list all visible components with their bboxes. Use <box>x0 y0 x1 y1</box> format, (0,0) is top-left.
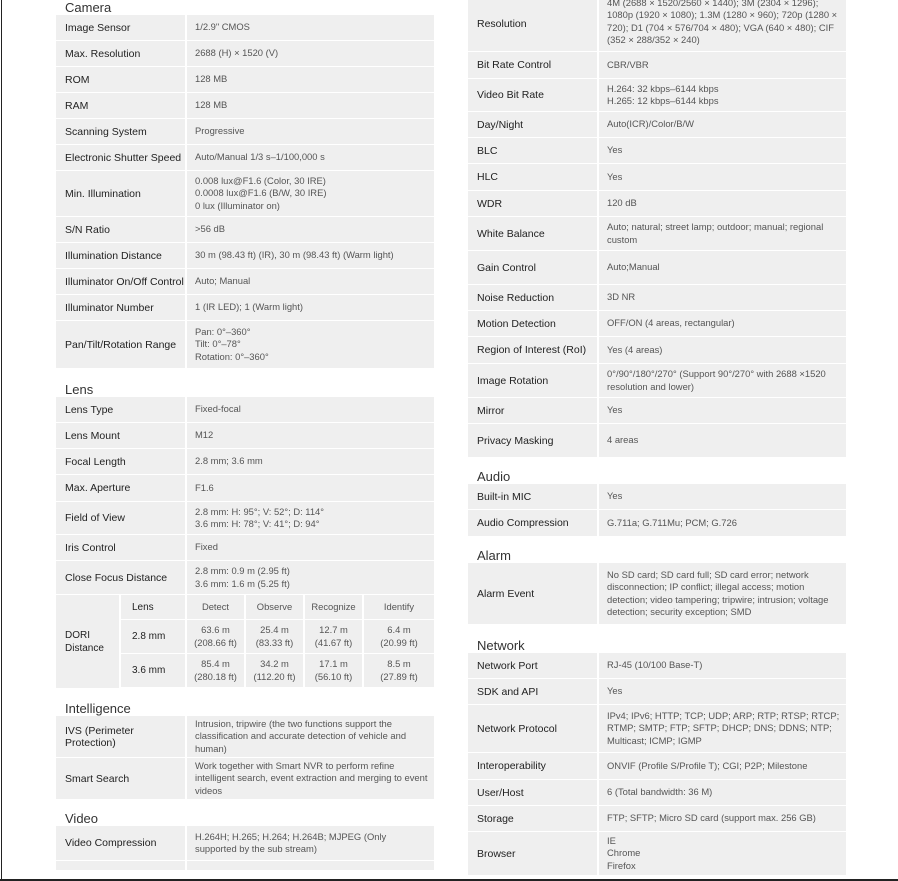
spec-row-iris-control <box>56 535 434 561</box>
spec-row-wdr <box>468 191 846 217</box>
spec-row-s-n-ratio <box>56 217 434 243</box>
spec-label: Built-in MIC <box>468 484 599 510</box>
dori-header-recognize: Recognize <box>305 595 364 620</box>
spec-value: Yes <box>599 164 846 191</box>
dori-distance-table <box>56 595 434 688</box>
spec-label: Video Bit Rate <box>468 79 599 112</box>
spec-value: F1.6 <box>187 475 434 502</box>
spec-row-noise-reduction <box>468 285 846 311</box>
spec-label: Lens Type <box>56 397 187 423</box>
spec-label: Audio Compression <box>468 510 599 537</box>
spec-row-max-aperture <box>56 475 434 502</box>
spec-row-browser <box>468 832 846 876</box>
spec-label: Noise Reduction <box>468 285 599 311</box>
spec-label: S/N Ratio <box>56 217 187 243</box>
spec-value: 2.8 mm: H: 95°; V: 52°; D: 114° 3.6 mm: H: 78°; V: 41°; D: 94° <box>187 502 434 535</box>
spec-value: IE Chrome Firefox <box>599 832 846 876</box>
dori-label: DORI Distance <box>56 595 121 688</box>
spec-value <box>187 861 434 871</box>
spec-row-video-compression <box>56 826 434 861</box>
spec-row-ram <box>56 93 434 119</box>
spec-value: Auto/Manual 1/3 s–1/100,000 s <box>187 145 434 171</box>
spec-label: Pan/Tilt/Rotation Range <box>56 321 187 369</box>
dori-value-cell: 63.6 m (208.66 ft) <box>187 620 246 654</box>
spec-value: 3D NR <box>599 285 846 311</box>
spec-label: Motion Detection <box>468 311 599 337</box>
spec-value: RJ-45 (10/100 Base-T) <box>599 653 846 679</box>
spec-label: Mirror <box>468 398 599 424</box>
spec-row-electronic-shutter-speed <box>56 145 434 171</box>
spec-label: BLC <box>468 138 599 164</box>
spec-label: Region of Interest (RoI) <box>468 337 599 364</box>
section-heading-camera: Camera <box>65 0 112 15</box>
spec-label: Day/Night <box>468 112 599 138</box>
spec-row-network-port <box>468 653 846 679</box>
spec-value: 120 dB <box>599 191 846 217</box>
spec-row-image-rotation <box>468 364 846 398</box>
spec-value: 4 areas <box>599 424 846 458</box>
section-heading-audio: Audio <box>477 469 511 484</box>
spec-row-image-sensor <box>56 15 434 41</box>
spec-row-sdk-and-api <box>468 679 846 705</box>
spec-label: Close Focus Distance <box>56 561 187 595</box>
spec-row-field-of-view <box>56 502 434 535</box>
spec-label: Iris Control <box>56 535 187 561</box>
spec-label <box>56 861 187 871</box>
spec-label: Bit Rate Control <box>468 52 599 79</box>
spec-row-region-of-interest-roi <box>468 337 846 364</box>
spec-value: Progressive <box>187 119 434 145</box>
spec-row-gain-control <box>468 251 846 285</box>
spec-row-rom <box>56 67 434 93</box>
spec-row-motion-detection <box>468 311 846 337</box>
spec-value: 2.8 mm; 3.6 mm <box>187 449 434 475</box>
spec-row-white-balance <box>468 217 846 251</box>
spec-row-bit-rate-control <box>468 52 846 79</box>
spec-row-built-in-mic <box>468 484 846 510</box>
spec-label: Gain Control <box>468 251 599 285</box>
spec-value: Auto(ICR)/Color/B/W <box>599 112 846 138</box>
spec-label: ROM <box>56 67 187 93</box>
spec-label: Illumination Distance <box>56 243 187 269</box>
spec-value: Yes <box>599 679 846 705</box>
spec-label: Storage <box>468 806 599 832</box>
dori-header-identify: Identify <box>364 595 434 620</box>
spec-label: Resolution <box>468 0 599 52</box>
spec-label: Image Sensor <box>56 15 187 41</box>
spec-label: SDK and API <box>468 679 599 705</box>
spec-row-max-resolution <box>56 41 434 67</box>
spec-value: H.264: 32 kbps–6144 kbps H.265: 12 kbps–6144 kbps <box>599 79 846 112</box>
dori-lens-cell: 3.6 mm <box>121 654 187 688</box>
spec-value: Pan: 0°–360° Tilt: 0°–78° Rotation: 0°–360° <box>187 321 434 369</box>
dori-header-lens: Lens <box>121 595 187 620</box>
spec-value: No SD card; SD card full; SD card error; network disconnection; IP conflict; illegal access; motion detection; video tampering; tripwire; intrusion; voltage detection; security exception; SMD <box>599 563 846 625</box>
spec-label: Max. Resolution <box>56 41 187 67</box>
spec-value: G.711a; G.711Mu; PCM; G.726 <box>599 510 846 537</box>
spec-row-day-night <box>468 112 846 138</box>
spec-value: >56 dB <box>187 217 434 243</box>
spec-value: 30 m (98.43 ft) (IR), 30 m (98.43 ft) (Warm light) <box>187 243 434 269</box>
spec-label: Network Protocol <box>468 705 599 753</box>
spec-value: 128 MB <box>187 67 434 93</box>
spec-row-illuminator-number <box>56 295 434 321</box>
spec-row-interoperability <box>468 753 846 780</box>
spec-row-resolution <box>468 0 846 52</box>
dori-value-cell: 8.5 m (27.89 ft) <box>364 654 434 688</box>
spec-label: Interoperability <box>468 753 599 780</box>
section-heading-video: Video <box>65 811 99 826</box>
spec-label: Video Compression <box>56 826 187 861</box>
spec-label: Smart Search <box>56 758 187 800</box>
spec-row-illumination-distance <box>56 243 434 269</box>
spec-value: H.264H; H.265; H.264; H.264B; MJPEG (Only supported by the sub stream) <box>187 826 434 861</box>
spec-label: Illuminator On/Off Control <box>56 269 187 295</box>
spec-label: White Balance <box>468 217 599 251</box>
spec-label: Image Rotation <box>468 364 599 398</box>
dori-row <box>121 654 434 688</box>
spec-label: Privacy Masking <box>468 424 599 458</box>
dori-value-cell: 34.2 m (112.20 ft) <box>246 654 305 688</box>
spec-value: 0°/90°/180°/270° (Support 90°/270° with 2688 ×1520 resolution and lower) <box>599 364 846 398</box>
spec-row-alarm-event <box>468 563 846 625</box>
dori-header-observe: Observe <box>246 595 305 620</box>
spec-row-audio-compression <box>468 510 846 537</box>
spec-value: Intrusion, tripwire (the two functions support the classification and accurate detection of vehicle and human) <box>187 716 434 758</box>
spec-label: User/Host <box>468 780 599 806</box>
section-heading-lens: Lens <box>65 382 94 397</box>
spec-row-pan-tilt-rotation-range <box>56 321 434 369</box>
spec-row-min-illumination <box>56 171 434 217</box>
dori-lens-cell: 2.8 mm <box>121 620 187 654</box>
spec-row-lens-type <box>56 397 434 423</box>
spec-row-blc <box>468 138 846 164</box>
spec-value: M12 <box>187 423 434 449</box>
spec-label: Lens Mount <box>56 423 187 449</box>
spec-value: 1/2.9" CMOS <box>187 15 434 41</box>
spec-value: 2.8 mm: 0.9 m (2.95 ft) 3.6 mm: 1.6 m (5.25 ft) <box>187 561 434 595</box>
spec-label: Network Port <box>468 653 599 679</box>
spec-label: Alarm Event <box>468 563 599 625</box>
spec-label: WDR <box>468 191 599 217</box>
dori-value-cell: 85.4 m (280.18 ft) <box>187 654 246 688</box>
spec-row-privacy-masking <box>468 424 846 458</box>
spec-label: Max. Aperture <box>56 475 187 502</box>
spec-label: Scanning System <box>56 119 187 145</box>
spec-value: 4M (2688 × 1520/2560 × 1440); 3M (2304 × 1296); 1080p (1920 × 1080); 1.3M (1280 × 960); 720p (1280 × 720); D1 (704 × 576/704 × 480); VGA (640 × 480); CIF (352 × 288/352 × 240) <box>599 0 846 52</box>
spec-row-illuminator-on-off-control <box>56 269 434 295</box>
spec-value: Auto;Manual <box>599 251 846 285</box>
spec-value: 128 MB <box>187 93 434 119</box>
spec-value: ONVIF (Profile S/Profile T); CGI; P2P; Milestone <box>599 753 846 780</box>
section-heading-alarm: Alarm <box>477 548 511 563</box>
spec-label: Browser <box>468 832 599 876</box>
dori-header-row <box>121 595 434 620</box>
spec-row-smart-search <box>56 758 434 800</box>
dori-header-detect: Detect <box>187 595 246 620</box>
section-heading-network: Network <box>477 638 525 653</box>
spec-value: Fixed-focal <box>187 397 434 423</box>
spec-value: 1 (IR LED); 1 (Warm light) <box>187 295 434 321</box>
spec-value: Auto; Manual <box>187 269 434 295</box>
spec-value: Fixed <box>187 535 434 561</box>
spec-row-close-focus-distance <box>56 561 434 595</box>
dori-value-cell: 17.1 m (56.10 ft) <box>305 654 364 688</box>
spec-value: 6 (Total bandwidth: 36 M) <box>599 780 846 806</box>
spec-row-user-host <box>468 780 846 806</box>
spec-row-hlc <box>468 164 846 191</box>
page-border-left <box>1 0 2 881</box>
spec-row-blank <box>56 861 434 871</box>
spec-label: HLC <box>468 164 599 191</box>
spec-row-storage <box>468 806 846 832</box>
spec-row-focal-length <box>56 449 434 475</box>
spec-value: Yes <box>599 138 846 164</box>
spec-row-scanning-system <box>56 119 434 145</box>
spec-value: Auto; natural; street lamp; outdoor; manual; regional custom <box>599 217 846 251</box>
spec-row-mirror <box>468 398 846 424</box>
spec-label: Illuminator Number <box>56 295 187 321</box>
spec-value: IPv4; IPv6; HTTP; TCP; UDP; ARP; RTP; RTSP; RTCP; RTMP; SMTP; FTP; SFTP; DHCP; DNS; DDNS; NTP; Multicast; ICMP; IGMP <box>599 705 846 753</box>
dori-row <box>121 620 434 654</box>
spec-row-lens-mount <box>56 423 434 449</box>
spec-label: IVS (Perimeter Protection) <box>56 716 187 758</box>
spec-label: Min. Illumination <box>56 171 187 217</box>
spec-value: FTP; SFTP; Micro SD card (support max. 256 GB) <box>599 806 846 832</box>
spec-row-video-bit-rate <box>468 79 846 112</box>
dori-value-cell: 6.4 m (20.99 ft) <box>364 620 434 654</box>
spec-label: RAM <box>56 93 187 119</box>
spec-value: Yes <box>599 398 846 424</box>
spec-column-left <box>56 0 434 871</box>
spec-value: 2688 (H) × 1520 (V) <box>187 41 434 67</box>
spec-value: Work together with Smart NVR to perform refine intelligent search, event extraction and merging to event videos <box>187 758 434 800</box>
spec-value: Yes <box>599 484 846 510</box>
spec-value: Yes (4 areas) <box>599 337 846 364</box>
spec-value: CBR/VBR <box>599 52 846 79</box>
section-heading-intelligence: Intelligence <box>65 701 131 716</box>
dori-value-cell: 12.7 m (41.67 ft) <box>305 620 364 654</box>
spec-value: 0.008 lux@F1.6 (Color, 30 IRE) 0.0008 lux@F1.6 (B/W, 30 IRE) 0 lux (Illuminator on) <box>187 171 434 217</box>
dori-value-cell: 25.4 m (83.33 ft) <box>246 620 305 654</box>
spec-label: Field of View <box>56 502 187 535</box>
spec-row-ivs-perimeter-protection <box>56 716 434 758</box>
spec-row-network-protocol <box>468 705 846 753</box>
spec-label: Focal Length <box>56 449 187 475</box>
spec-value: OFF/ON (4 areas, rectangular) <box>599 311 846 337</box>
spec-label: Electronic Shutter Speed <box>56 145 187 171</box>
spec-column-right <box>468 0 846 876</box>
